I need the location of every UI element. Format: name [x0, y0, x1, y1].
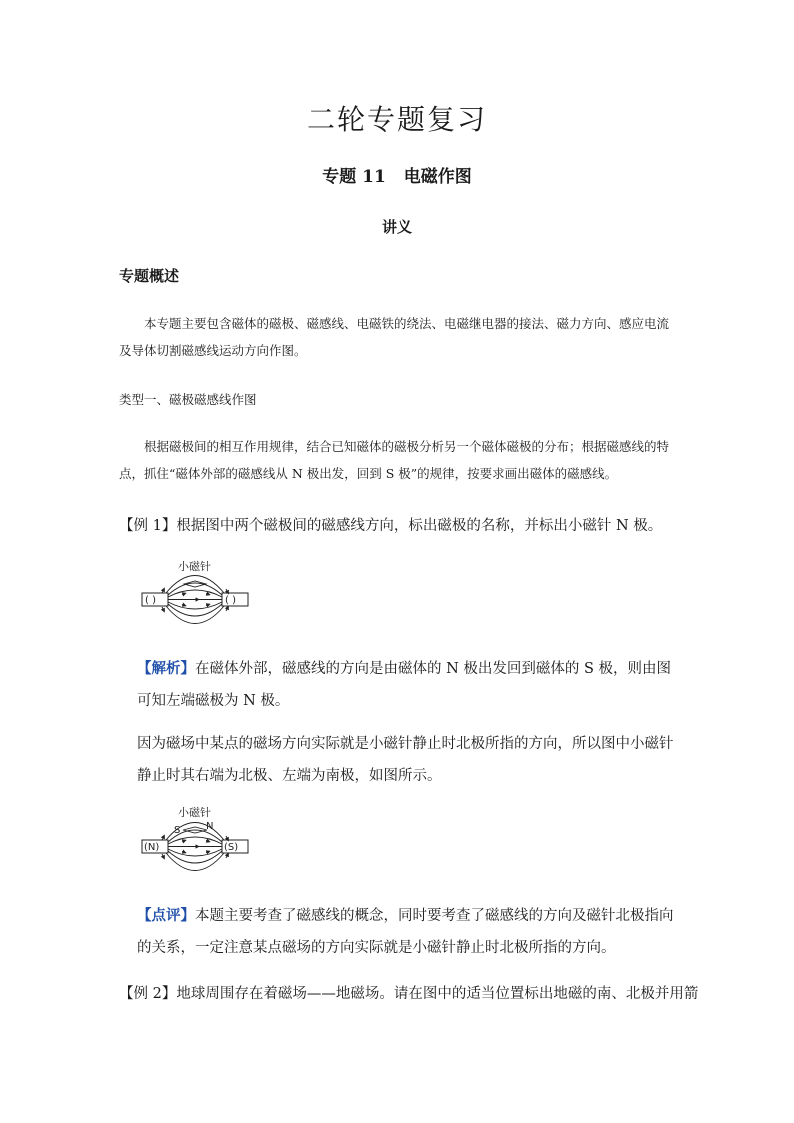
figure2-magnetic-field-answer: [136, 800, 256, 880]
example1-text: 根据图中两个磁极间的磁感线方向，标出磁极的名称，并标出小磁针 N 极。: [176, 518, 663, 534]
figure2-needle-s: S: [174, 825, 181, 836]
figure2-needle-n: N: [206, 821, 214, 832]
example1-question: [119, 514, 662, 535]
topic-subtitle: [0, 162, 794, 187]
analysis-text: 在磁体外部，磁感线的方向是由磁体的 N 极出发回到磁体的 S 极，则由图可知左端磁极为 N 极。: [137, 661, 672, 709]
comment-text: 本题主要考查了磁感线的概念，同时要考查了磁感线的方向及磁针北极指向的关系，一定注意某点磁场的方向实际就是小磁针静止时北极所指的方向。: [137, 908, 674, 956]
overview-heading: 专题概述: [119, 267, 180, 285]
example1-analysis-2: 因为磁场中某点的磁场方向实际就是小磁针静止时北极所指的方向，所以图中小磁针静止时其右端为北极、左端为南极，如图所示。: [137, 736, 674, 784]
figure1-left-pole: ( ): [145, 595, 156, 606]
figure1-right-pole: ( ): [225, 595, 236, 606]
example2-text: 地球周围存在着磁场——地磁场。请在图中的适当位置标出地磁的南、北极并用箭: [176, 986, 699, 1002]
figure2-needle-label: 小磁针: [178, 806, 211, 819]
figure1-magnetic-field-diagram: [136, 556, 256, 636]
type1-heading: 类型一、磁极磁感线作图: [119, 392, 257, 407]
type1-paragraph: 根据磁极间的相互作用规律，结合已知磁体的磁极分析另一个磁体磁极的分布；根据磁感线的特点，抓住“磁体外部的磁感线从 N 极出发，回到 S 极”的规律，按要求画出磁体的磁感线。: [119, 439, 670, 481]
example1-comment: [137, 900, 682, 964]
example1-tag: 【例 1】: [119, 518, 177, 534]
example2-question: [119, 982, 698, 1003]
topic-name: 电磁作图: [403, 167, 472, 187]
example1-analysis: [137, 653, 682, 717]
topic-number: 专题 11: [322, 167, 386, 187]
example2-tag: 【例 2】: [119, 986, 177, 1002]
comment-tag: 【点评】: [137, 907, 195, 924]
page-title: 二轮专题复习: [306, 103, 487, 136]
overview-paragraph: 本专题主要包含磁体的磁极、磁感线、电磁铁的绕法、电磁继电器的接法、磁力方向、感应电流及导体切割磁感线运动方向作图。: [119, 316, 670, 358]
handout-label: 讲义: [381, 218, 412, 236]
figure2-left-pole: (N): [144, 842, 160, 853]
figure2-right-pole: (S): [224, 842, 239, 853]
figure1-needle-label: 小磁针: [178, 560, 211, 573]
analysis-tag: 【解析】: [137, 660, 195, 677]
